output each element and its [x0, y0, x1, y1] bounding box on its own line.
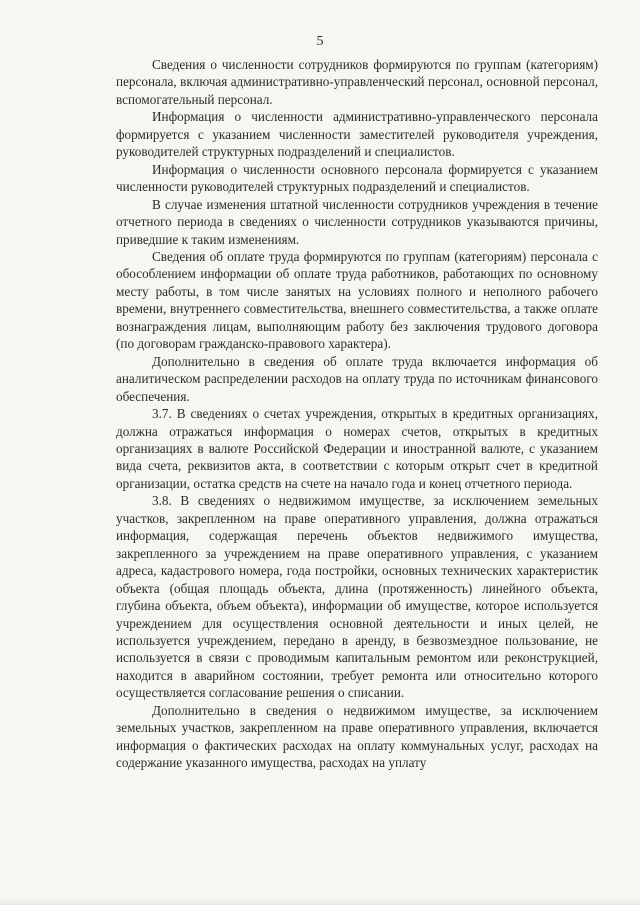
paragraph-payroll: Сведения об оплате труда формируются по группам (категориям) персонала с обособлением информации об оплате труда работников, работающих по основному месту работы, в том числе занятых на условиях полного и неполного рабочего времени, внутреннего совместительства, внешнего совместительства, а также оплате вознаграждения лицам, выполняющим работу без заключения трудового договора (по договорам гражданско-правового характера). [116, 248, 598, 352]
paragraph-main-staff: Информация о численности основного персонала формируется с указанием численности руководителей структурных подразделений и специалистов. [116, 161, 598, 195]
paragraph-payroll-sources: Дополнительно в сведения об оплате труда включается информация об аналитическом распределении расходов на оплату труда по источникам финансового обеспечения. [116, 353, 598, 404]
page-number: 5 [316, 34, 324, 49]
paragraph-admin-staff: Информация о численности административно-управленческого персонала формируется с указанием численности заместителей руководителя учреждения, руководителей структурных подразделений и специалистов. [116, 109, 598, 160]
document-body [116, 56, 598, 772]
paragraph-section-3-7: 3.7. В сведениях о счетах учреждения, открытых в кредитных организациях, должна отражаться информация о номерах счетов, открытых в кредитных организациях в валюте Российской Федерации и иностранной валюте, с указанием вида счета, реквизитов акта, в соответствии с которым открыт счет в кредитной организации, остатка средств на счете на начало года и конец отчетного периода. [116, 406, 598, 491]
paragraph-staff-changes: В случае изменения штатной численности сотрудников учреждения в течение отчетного периода в сведениях о численности сотрудников указываются причины, приведшие к таким изменениям. [116, 196, 598, 247]
paragraph-staff-count: Сведения о численности сотрудников формируются по группам (категориям) персонала, включая административно-управленческий персонал, основной персонал, вспомогательный персонал. [116, 57, 598, 107]
paragraph-section-3-8: 3.8. В сведениях о недвижимом имуществе, за исключением земельных участков, закрепленном на праве оперативного управления, должна отражаться информация, содержащая перечень объектов недвижимого имущества, закрепленного за учреждением на праве оперативного управления, с указанием адреса, кадастрового номера, года постройки, основных технических характеристик объекта (общая площадь объекта, длина (протяженность) линейного объекта, глубина объекта, объем объекта), информации об имуществе, которое используется учреждением для осуществления основной деятельности и иных целей, не используется учреждением, передано в аренду, в безвозмездное пользование, не используется в связи с проводимым капитальным ремонтом или реконструкцией, находится в аварийном состоянии, требует ремонта или относительно которого осуществляется согласование решения о списании. [116, 493, 598, 701]
scan-edge-shadow [0, 897, 640, 905]
paragraph-real-estate-expenses: Дополнительно в сведения о недвижимом имуществе, за исключением земельных участков, закрепленном на праве оперативного управления, включается информация о фактических расходах на оплату коммунальных услуг, расходах на содержание указанного имущества, расходах на уплату [116, 702, 598, 771]
